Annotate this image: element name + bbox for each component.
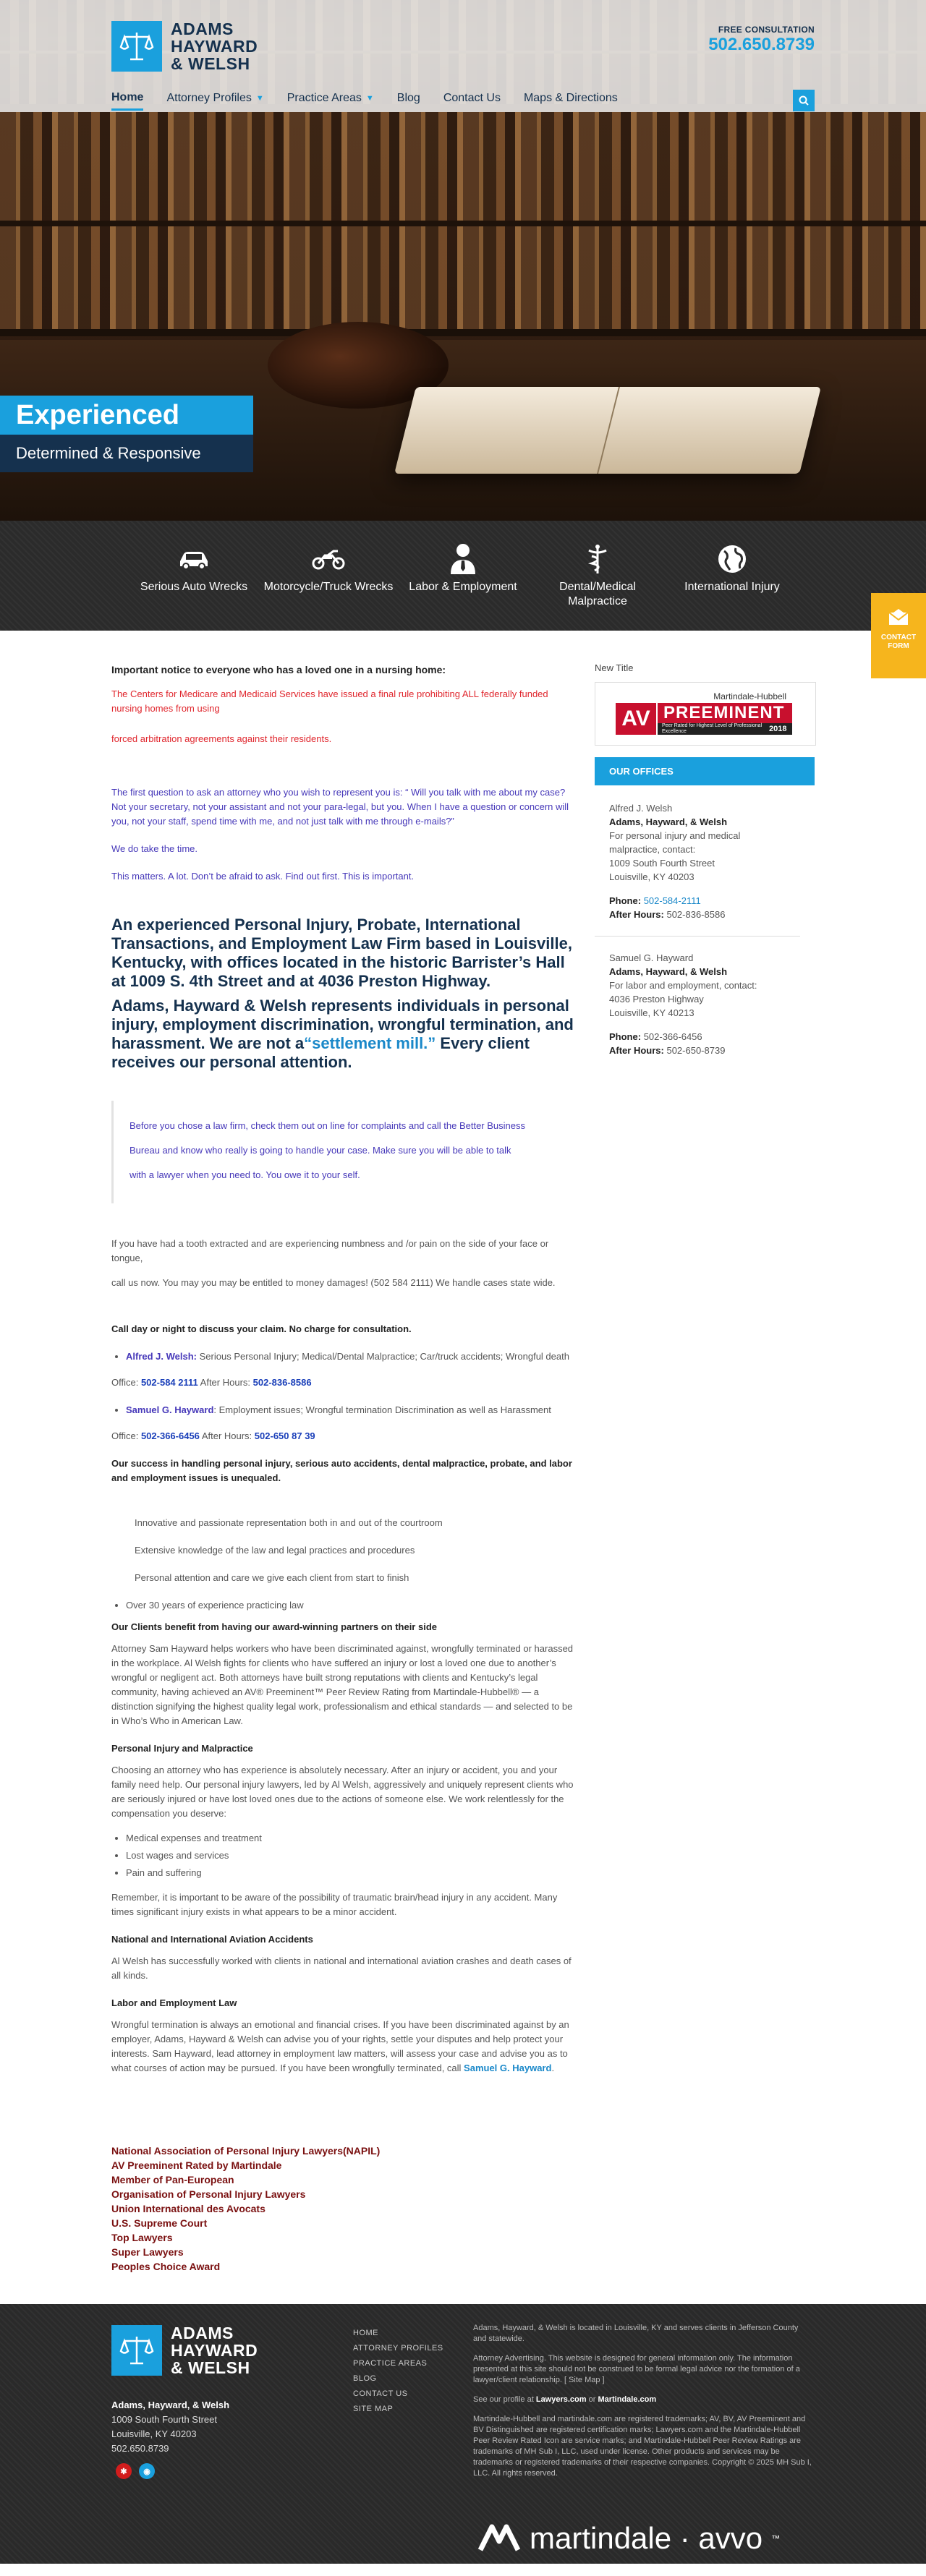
motorcycle-icon (261, 542, 396, 576)
footer-firm-name: Adams, Hayward, & Welsh (111, 2400, 230, 2410)
pi-heading: Personal Injury and Malpractice (111, 1743, 253, 1754)
office-label: Office: (111, 1377, 141, 1388)
footer-link-blog[interactable]: BLOG (353, 2374, 377, 2383)
site-header (0, 0, 926, 112)
office-firm: Adams, Hayward, & Welsh (609, 966, 728, 977)
labor-paragraph (111, 2018, 574, 2076)
scales-of-justice-icon (111, 2325, 162, 2376)
car-icon (127, 542, 261, 576)
advice-quote (111, 1101, 574, 1203)
compensation-list (126, 1831, 574, 1880)
profile-or: or (586, 2395, 598, 2404)
after-hours-label: After Hours: (609, 909, 664, 920)
call-day-night: Call day or night to discuss your claim. No charge for consultation. (111, 1323, 412, 1334)
experience-item: • Over 30 years of experience practicing law (126, 1598, 574, 1613)
martindale-avvo-logo[interactable] (477, 2521, 780, 2556)
association-item: Super Lawyers (111, 2246, 184, 2258)
hero-subheadline: Determined & Responsive (0, 435, 253, 472)
association-item: AV Preeminent Rated by Martindale (111, 2159, 282, 2171)
nav-home[interactable]: Home (111, 91, 143, 111)
brand-text: martindale · avvo (530, 2521, 763, 2555)
after-hours-label: After Hours: (197, 1377, 253, 1388)
footer-street: 1009 South Fourth Street (111, 2414, 217, 2425)
offices-heading: OUR OFFICES (595, 757, 815, 785)
quote-line: Before you chose a law firm, check them out on line for complaints and call the Better Business (129, 1120, 525, 1131)
site-logo[interactable] (111, 20, 258, 72)
attorney-list (126, 1349, 574, 1364)
office-street: 4036 Preston Highway (609, 994, 704, 1005)
hayward-link[interactable]: Samuel G. Hayward (126, 1404, 214, 1415)
associations-list (111, 2144, 926, 2304)
chevron-down-icon: ▼ (365, 94, 374, 103)
footer-advertising-text: Attorney Advertising. This website is designed for general information only. The information presented at this site should not be construed to be formal legal advice nor the formation of a lawyer/client relationship. [ Site Map ] (473, 2354, 800, 2384)
office-label: Office: (111, 1430, 141, 1441)
office-city: Louisville, KY 40203 (609, 871, 694, 882)
settlement-mill-link[interactable]: “settlement mill.” (304, 1034, 436, 1052)
compensation-item: • Lost wages and services (126, 1848, 574, 1863)
footer-city: Louisville, KY 40203 (111, 2428, 197, 2439)
sidebar-title: New Title (595, 662, 634, 673)
nav-blog[interactable]: Blog (396, 92, 420, 104)
footer-disclaimer (473, 2323, 813, 2488)
after-hours-value: 502-836-8586 (666, 909, 726, 920)
clients-heading: Our Clients benefit from having our award-winning partners on their side (111, 1621, 437, 1632)
search-button[interactable] (793, 90, 815, 111)
strength-item: Extensive knowledge of the law and legal practices and procedures (135, 1545, 415, 1556)
badge-brand: Martindale-Hubbell (713, 691, 786, 701)
tooth-paragraph: If you have had a tooth extracted and are experiencing numbness and /or pain on the side of your face or tongue, (111, 1238, 549, 1263)
brand-tm: ™ (771, 2533, 781, 2543)
globe-icon (665, 542, 799, 576)
welsh-office-phone: 502-584 2111 (140, 1377, 198, 1388)
martindale-com-link[interactable]: Martindale.com (598, 2395, 657, 2404)
site-footer (0, 2304, 926, 2564)
search-icon (799, 95, 809, 106)
welsh-description: Serious Personal Injury; Medical/Dental Malpractice; Car/truck accidents; Wrongful death (197, 1351, 569, 1362)
after-hours-label: After Hours: (609, 1045, 664, 1056)
martindale-avvo-mark-icon (477, 2524, 521, 2553)
avvo-icon[interactable]: ◉ (139, 2463, 155, 2479)
nav-attorney-profiles[interactable]: Attorney Profiles ▼ (166, 92, 264, 104)
hero-shelf-edge-lower (0, 329, 926, 336)
office-phone-link[interactable]: 502-584-2111 (643, 895, 701, 906)
samuel-hayward-link[interactable]: Samuel G. Hayward (464, 2063, 552, 2073)
association-item: Top Lawyers (111, 2232, 173, 2243)
contact-tab-label: CONTACT (880, 634, 917, 641)
hayward-after-hours-phone: 502-650 87 39 (254, 1430, 315, 1441)
office-card-hayward (595, 945, 800, 1072)
hero-banner (0, 112, 926, 521)
office-card-welsh (595, 796, 800, 937)
practice-auto-wrecks[interactable] (127, 542, 261, 631)
hayward-description: : Employment issues; Wrongful termination Discrimination as well as Harassment (213, 1404, 551, 1415)
labor-heading: Labor and Employment Law (111, 1997, 237, 2008)
lawyers-com-link[interactable]: Lawyers.com (535, 2395, 587, 2404)
office-phone (609, 1030, 786, 1044)
consultation-phone-link[interactable]: 502.650.8739 (708, 35, 815, 54)
firm-headline: An experienced Personal Injury, Probate, International Transactions, and Employment Law Firm based in Louisville, Kentucky, with offices located in the historic Barrister’s Hall at 1009 S. 4th Street and at 4036 Preston Highway. (111, 916, 572, 990)
main-column (111, 662, 574, 2076)
practice-label: International Injury (684, 581, 780, 593)
practice-label: Labor & Employment (409, 581, 517, 593)
scales-of-justice-icon (111, 21, 162, 72)
office-after-hours (609, 1044, 786, 1057)
nav-maps-directions[interactable]: Maps & Directions (523, 92, 618, 104)
office-purpose: For labor and employment, contact: (609, 980, 757, 991)
quote-line: with a lawyer when you need to. You owe it to your self. (129, 1169, 360, 1180)
yelp-icon[interactable]: ✱ (116, 2463, 132, 2479)
free-consultation (708, 25, 815, 55)
office-street: 1009 South Fourth Street (609, 858, 715, 869)
practice-international-injury[interactable] (665, 542, 799, 631)
caduceus-icon (530, 542, 665, 576)
office-firm: Adams, Hayward, & Welsh (609, 816, 728, 827)
association-item: Organisation of Personal Injury Lawyers (111, 2188, 306, 2200)
main-navigation (111, 88, 815, 112)
clients-paragraph: Attorney Sam Hayward helps workers who have been discriminated against, wrongfully terminated or harassed in the workplace. Al Welsh fights for clients who have suffered an injury or lost a loved one due to another’s wrongful or negligent act. Both attorneys have built strong reputations with clients and Kentucky’s legal community, having achieved an AV® Preeminent™ Peer Review Rating from Martindale-Hubbell® — a distinction signifying the highest quality legal work, professionalism and ethical standards — and selected to be in Who’s Who in American Law. (111, 1643, 574, 1726)
chevron-down-icon: ▼ (255, 94, 264, 103)
association-item: U.S. Supreme Court (111, 2217, 208, 2229)
matters-paragraph: This matters. A lot. Don’t be afraid to ask. Find out first. This is important. (111, 871, 415, 882)
consultation-label: FREE CONSULTATION (718, 25, 815, 35)
hero-open-book-image (394, 387, 821, 474)
footer-link-attorney-profiles[interactable]: ATTORNEY PROFILES (353, 2344, 443, 2353)
sidebar (595, 662, 815, 1072)
practice-label: Dental/Medical Malpractice (559, 581, 636, 607)
attorney-welsh-item (126, 1349, 574, 1364)
practice-label: Motorcycle/Truck Wrecks (263, 581, 394, 593)
association-item: Union International des Avocats (111, 2203, 266, 2214)
footer-profile-text (473, 2394, 813, 2405)
footer-link-home[interactable]: HOME (353, 2329, 378, 2337)
office-phone-value: 502-366-6456 (643, 1031, 702, 1042)
office-contact: Alfred J. Welsh (609, 803, 673, 814)
footer-link-contact-us[interactable]: CONTACT US (353, 2389, 408, 2398)
after-hours-label: After Hours: (199, 1430, 255, 1441)
office-contact: Samuel G. Hayward (609, 952, 694, 963)
hayward-phones (111, 1429, 574, 1443)
practice-label: Serious Auto Wrecks (140, 581, 248, 593)
labor-end: . (551, 2063, 555, 2073)
contact-tab-label-2: FORM (888, 642, 909, 650)
badge-preeminent: PREEMINENT (658, 703, 792, 723)
person-tie-icon (396, 542, 530, 576)
practice-motorcycle-truck[interactable] (261, 542, 396, 631)
attorney-list-2 (126, 1403, 574, 1417)
footer-logo-wordmark: ADAMS HAYWARD & WELSH (171, 2324, 258, 2377)
after-hours-value: 502-650-8739 (666, 1045, 726, 1056)
labor-text: Wrongful termination is always an emotional and financial crises. If you have been discriminated against by an employer, Adams, Hayward & Welsh can advise you of your rights, settle your disputes and help protect your interests. Sam Hayward, lead attorney in employment law matters, will assess your case and advise you as to what courses of action may be pursued. If you have been wrongfully terminated, call (111, 2019, 569, 2073)
nav-contact-us[interactable]: Contact Us (443, 92, 501, 104)
notice-red-text-2: forced arbitration agreements against their residents. (111, 733, 332, 744)
firm-subheadline (111, 997, 574, 1072)
take-time-paragraph: We do take the time. (111, 843, 197, 854)
hero-shelf-edge (0, 221, 926, 226)
experience-list (126, 1598, 574, 1613)
footer-phone: 502.650.8739 (111, 2443, 169, 2454)
notice-red-text: The Centers for Medicare and Medicaid Services have issued a final rule prohibiting ALL federally funded nursing homes from using (111, 688, 548, 714)
footer-location-text: Adams, Hayward, & Welsh is located in Louisville, KY and serves clients in Jefferson County and statewide. (473, 2324, 799, 2343)
success-paragraph: Our success in handling personal injury, serious auto accidents, dental malpractice, probate, and labor and employment issues is unequaled. (111, 1458, 572, 1483)
practice-labor-employment[interactable] (396, 542, 530, 631)
subheadline-text: Adams, Hayward & Welsh represents individuals in personal injury, employment discrimination, wrongful termination, and harassment. We are not a (111, 997, 574, 1052)
compensation-item: • Pain and suffering (126, 1866, 574, 1880)
badge-av: AV (616, 703, 656, 735)
nav-practice-areas[interactable]: Practice Areas ▼ (286, 92, 374, 104)
subheadline-text-end: Every client receives our personal attention. (111, 1034, 530, 1071)
hayward-office-phone: 502-366-6456 (140, 1430, 200, 1441)
welsh-after-hours-phone: 502-836-8586 (252, 1377, 312, 1388)
office-purpose: For personal injury and medical malpractice, contact: (609, 830, 741, 855)
martindale-badge[interactable] (595, 682, 816, 746)
welsh-phones (111, 1376, 574, 1390)
strength-item: Innovative and passionate representation both in and out of the courtroom (135, 1517, 443, 1528)
footer-social (116, 2463, 155, 2479)
question-paragraph: The first question to ask an attorney who you wish to represent you is: “ Will you talk with me about my case? Not your secretary, not your assistant and not your para-legal, but you. When I have a question or concern will you, not your staff, spend time with me, and not just talk with me through e-mails?” (111, 787, 569, 827)
strengths-list (111, 1516, 574, 1585)
brain-injury-paragraph: Remember, it is important to be aware of the possibility of traumatic brain/head injury in any accident. Many times significant injury exists in what appears to be a minor accident. (111, 1892, 558, 1917)
tooth-call-paragraph: call us now. You may you may be entitled to money damages! (502 584 2111) We handle cases state wide. (111, 1277, 556, 1288)
welsh-link[interactable]: Alfred J. Welsh: (126, 1351, 197, 1362)
aviation-heading: National and International Aviation Accidents (111, 1934, 313, 1945)
footer-navigation (353, 2326, 443, 2417)
association-item: Member of Pan-European (111, 2174, 234, 2185)
footer-link-site-map[interactable]: SITE MAP (353, 2405, 394, 2413)
phone-label: Phone: (609, 895, 642, 906)
content-area (0, 631, 926, 2304)
badge-year: 2018 (769, 725, 787, 733)
footer-logo[interactable] (111, 2324, 258, 2376)
association-item: National Association of Personal Injury Lawyers(NAPIL) (111, 2145, 381, 2157)
compensation-item: • Medical expenses and treatment (126, 1831, 574, 1846)
badge-subtitle: Peer Rated for Highest Level of Professional Excellence (658, 723, 792, 735)
strength-item: Personal attention and care we give each client from start to finish (135, 1572, 409, 1583)
office-phone (609, 894, 786, 908)
hero-headline: Experienced (0, 396, 253, 435)
profile-prefix: See our profile at (473, 2395, 536, 2404)
practice-areas-strip (0, 521, 926, 631)
office-after-hours (609, 908, 786, 921)
logo-wordmark: ADAMS HAYWARD & WELSH (171, 20, 258, 73)
aviation-paragraph: Al Welsh has successfully worked with clients in national and international aviation crashes and death cases of all kinds. (111, 1956, 572, 1981)
footer-link-practice-areas[interactable]: PRACTICE AREAS (353, 2359, 428, 2368)
attorney-hayward-item (126, 1403, 574, 1417)
footer-address (111, 2398, 229, 2456)
association-item: Peoples Choice Award (111, 2261, 221, 2272)
quote-line: Bureau and know who really is going to handle your case. Make sure you will be able to talk (129, 1145, 511, 1156)
office-city: Louisville, KY 40213 (609, 1007, 694, 1018)
practice-dental-medical-malpractice[interactable] (530, 542, 665, 631)
footer-trademark-text: Martindale-Hubbell and martindale.com are registered trademarks; AV, BV, AV Preeminent and BV Distinguished are registered certification marks; Lawyers.com and the Martindale-Hubbell Peer Review Rated Icon are service marks; and Martindale-Hubbell Peer Review Ratings are trademarks of MH Sub I, LLC, used under license. Other products and services may be trademarks or registered trademarks of their respective companies. Copyright © 2025 MH Sub I, LLC. All rights reserved. (473, 2415, 812, 2478)
phone-label: Phone: (609, 1031, 642, 1042)
envelope-icon (888, 609, 909, 626)
pi-paragraph: Choosing an attorney who has experience is absolutely necessary. After an injury or accident, you and your family need help. Our personal injury lawyers, led by Al Welsh, aggressively and uniquely represent clients who are seriously injured or have lost loved ones due to the actions of someone else. We work relentlessly for the compensation you deserve: (111, 1765, 574, 1819)
notice-title: Important notice to everyone who has a loved one in a nursing home: (111, 664, 446, 675)
